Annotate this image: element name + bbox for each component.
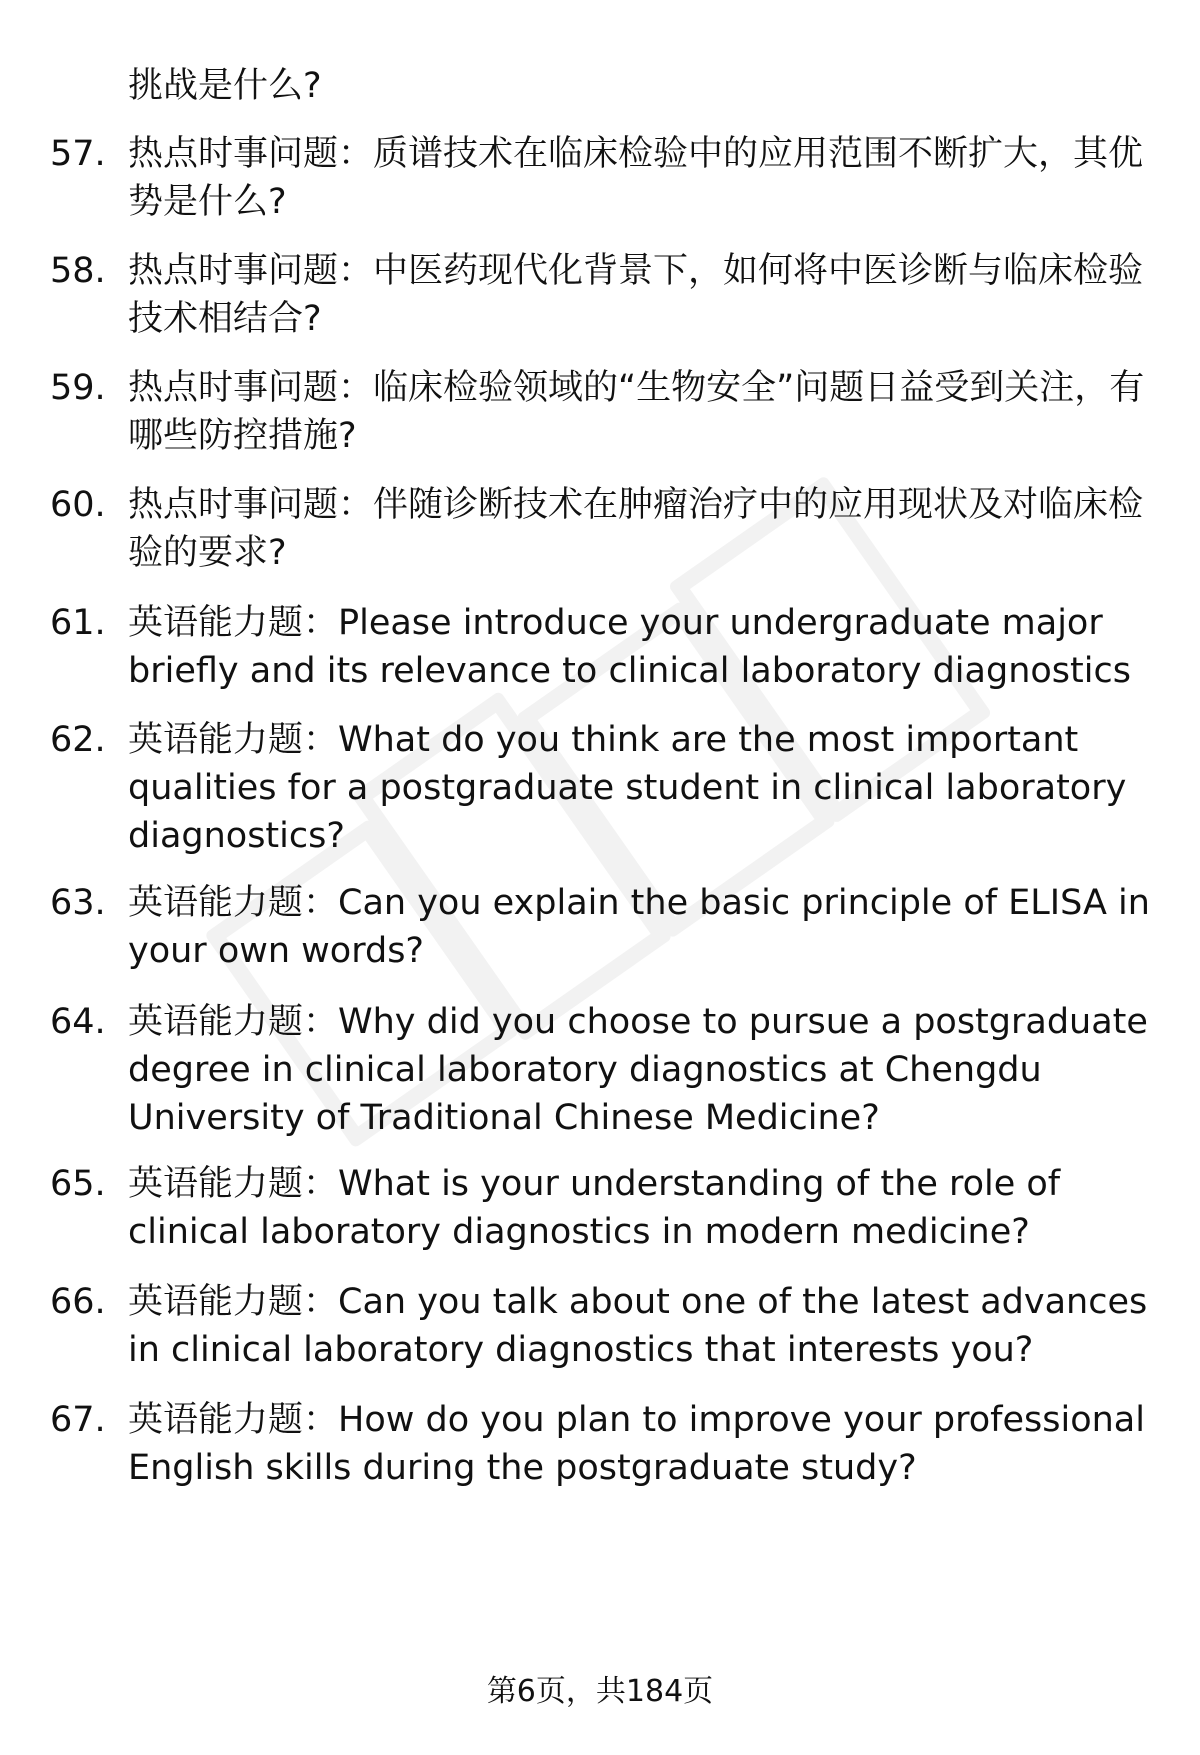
question-item (50, 130, 1160, 226)
question-item (50, 1160, 1160, 1256)
question-item (50, 1278, 1160, 1374)
question-item (50, 247, 1160, 343)
question-item (50, 879, 1160, 975)
question-item (50, 1396, 1160, 1492)
question-number: 60. (50, 485, 106, 525)
question-text: 英语能力题：Please introduce your undergraduate major briefly and its relevance to clinical laboratory diagnostics (128, 603, 1131, 691)
question-text: 热点时事问题：伴随诊断技术在肿瘤治疗中的应用现状及对临床检验的要求? (128, 485, 1144, 573)
question-number: 67. (50, 1400, 106, 1440)
question-number: 58. (50, 251, 106, 291)
question-number: 63. (50, 883, 106, 923)
question-item (50, 481, 1160, 577)
question-number: 57. (50, 134, 106, 174)
question-number: 65. (50, 1164, 106, 1204)
question-text: 英语能力题：What do you think are the most important qualities for a postgraduate student in clinical laboratory diagnostics? (128, 720, 1127, 856)
question-item (50, 716, 1160, 860)
question-text: 英语能力题：Can you talk about one of the latest advances in clinical laboratory diagnostics that interests you? (128, 1282, 1148, 1370)
question-text: 英语能力题：What is your understanding of the role of clinical laboratory diagnostics in modern medicine? (128, 1164, 1061, 1252)
question-text: 英语能力题：Why did you choose to pursue a postgraduate degree in clinical laboratory diagnostics at Chengdu University of Traditional Chinese Medicine? (128, 1002, 1148, 1138)
question-text: 热点时事问题：临床检验领域的“生物安全”问题日益受到关注，有哪些防控措施? (128, 368, 1145, 456)
question-number: 59. (50, 368, 106, 408)
page-footer: 第6页，共184页 (486, 1674, 714, 1709)
question-text: 热点时事问题：中医药现代化背景下，如何将中医诊断与临床检验技术相结合? (128, 251, 1144, 339)
question-number: 64. (50, 1002, 106, 1042)
question-number: 61. (50, 603, 106, 643)
question-text: 英语能力题：Can you explain the basic principle of ELISA in your own words? (128, 883, 1150, 971)
question-item (50, 599, 1160, 695)
question-item (50, 998, 1160, 1142)
question-number: 62. (50, 720, 106, 760)
question-text: 热点时事问题：质谱技术在临床检验中的应用范围不断扩大，其优势是什么? (128, 134, 1144, 222)
question-item (50, 364, 1160, 460)
question-text: 英语能力题：How do you plan to improve your professional English skills during the postgraduate study? (128, 1400, 1145, 1488)
question-number: 66. (50, 1282, 106, 1322)
question-56-continuation: 挑战是什么? (128, 66, 322, 106)
